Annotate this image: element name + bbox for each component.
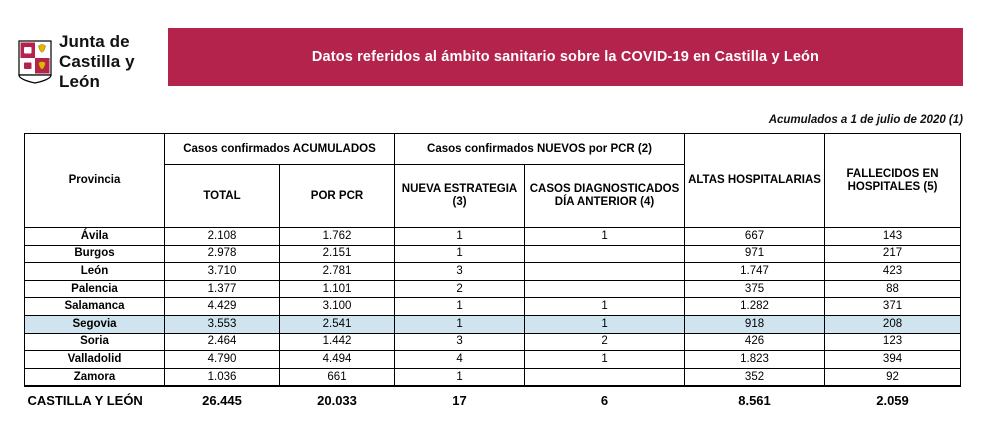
cell-nueva: 3 [395,333,525,351]
table-row [25,315,961,333]
table-row [25,351,961,369]
cell-nueva: 1 [395,228,525,246]
cell-por_pcr: 661 [280,368,395,386]
cell-altas: 1.823 [685,351,825,369]
cell-provincia: Palencia [25,280,165,298]
cell-nueva: 3 [395,263,525,281]
covid-data-table-wrapper [24,133,960,413]
column-header-por-pcr: POR PCR [280,165,395,228]
cell-provincia: Ávila [25,228,165,246]
table-body [25,228,961,414]
cell-provincia: Salamanca [25,298,165,316]
total-cell-por_pcr: 20.033 [280,386,395,413]
cell-dia_anterior [525,368,685,386]
page-title: Datos referidos al ámbito sanitario sobre la COVID-19 en Castilla y León [311,49,820,65]
cell-por_pcr: 2.151 [280,245,395,263]
cell-dia_anterior: 1 [525,228,685,246]
cell-provincia: Valladolid [25,351,165,369]
cell-dia_anterior [525,245,685,263]
cell-provincia: León [25,263,165,281]
cell-altas: 352 [685,368,825,386]
table-row [25,228,961,246]
cell-por_pcr: 1.442 [280,333,395,351]
cell-nueva: 1 [395,245,525,263]
cell-por_pcr: 4.494 [280,351,395,369]
total-cell-provincia: CASTILLA Y LEÓN [25,386,165,413]
cell-nueva: 2 [395,280,525,298]
cell-fallecidos: 217 [825,245,961,263]
total-cell-altas: 8.561 [685,386,825,413]
total-cell-total: 26.445 [165,386,280,413]
cell-altas: 918 [685,315,825,333]
cell-total: 2.108 [165,228,280,246]
cell-provincia: Burgos [25,245,165,263]
cell-dia_anterior [525,280,685,298]
page-header [0,0,981,110]
table-row [25,333,961,351]
cell-provincia: Soria [25,333,165,351]
cell-total: 4.790 [165,351,280,369]
logo-line-1: Junta de [59,32,130,51]
covid-data-table [24,133,961,413]
total-cell-dia_anterior: 6 [525,386,685,413]
cell-nueva: 1 [395,298,525,316]
column-header-fallecidos: FALLECIDOS EN HOSPITALES (5) [825,134,961,228]
table-row [25,263,961,281]
cell-total: 3.553 [165,315,280,333]
cell-altas: 971 [685,245,825,263]
cell-total: 1.377 [165,280,280,298]
cell-altas: 1.747 [685,263,825,281]
cell-dia_anterior: 1 [525,351,685,369]
group-header-nuevos: Casos confirmados NUEVOS por PCR (2) [395,134,685,165]
cell-dia_anterior: 2 [525,333,685,351]
cell-fallecidos: 371 [825,298,961,316]
column-header-nueva-estrategia: NUEVA ESTRATEGIA (3) [395,165,525,228]
cell-altas: 375 [685,280,825,298]
cell-por_pcr: 1.762 [280,228,395,246]
cell-dia_anterior: 1 [525,298,685,316]
cell-fallecidos: 143 [825,228,961,246]
group-header-acumulados: Casos confirmados ACUMULADOS [165,134,395,165]
column-header-altas: ALTAS HOSPITALARIAS [685,134,825,228]
cell-nueva: 1 [395,315,525,333]
table-row [25,280,961,298]
cell-fallecidos: 123 [825,333,961,351]
cell-total: 2.464 [165,333,280,351]
cell-nueva: 1 [395,368,525,386]
accumulated-date-note: Acumulados a 1 de julio de 2020 (1) [768,114,963,126]
total-cell-nueva: 17 [395,386,525,413]
cell-por_pcr: 3.100 [280,298,395,316]
table-row [25,368,961,386]
column-header-provincia: Provincia [25,134,165,228]
cell-provincia: Segovia [25,315,165,333]
table-total-row [25,386,961,413]
table-row [25,298,961,316]
total-cell-fallecidos: 2.059 [825,386,961,413]
cell-fallecidos: 88 [825,280,961,298]
cell-por_pcr: 2.541 [280,315,395,333]
logo-line-2: Castilla y León [59,52,135,91]
cell-altas: 667 [685,228,825,246]
junta-de-castilla-y-leon-logo [18,26,178,98]
cell-provincia: Zamora [25,368,165,386]
cell-por_pcr: 2.781 [280,263,395,281]
cell-fallecidos: 208 [825,315,961,333]
column-header-total: TOTAL [165,165,280,228]
cell-fallecidos: 92 [825,368,961,386]
cell-total: 1.036 [165,368,280,386]
cell-fallecidos: 394 [825,351,961,369]
logo-text [59,32,178,92]
cell-total: 3.710 [165,263,280,281]
cell-dia_anterior: 1 [525,315,685,333]
cell-altas: 1.282 [685,298,825,316]
cell-total: 4.429 [165,298,280,316]
cell-total: 2.978 [165,245,280,263]
cell-dia_anterior [525,263,685,281]
coat-of-arms-icon [18,40,52,84]
table-row [25,245,961,263]
cell-altas: 426 [685,333,825,351]
column-header-casos-dia-anterior: CASOS DIAGNOSTICADOS DÍA ANTERIOR (4) [525,165,685,228]
cell-fallecidos: 423 [825,263,961,281]
title-banner [168,28,963,86]
cell-por_pcr: 1.101 [280,280,395,298]
cell-nueva: 4 [395,351,525,369]
